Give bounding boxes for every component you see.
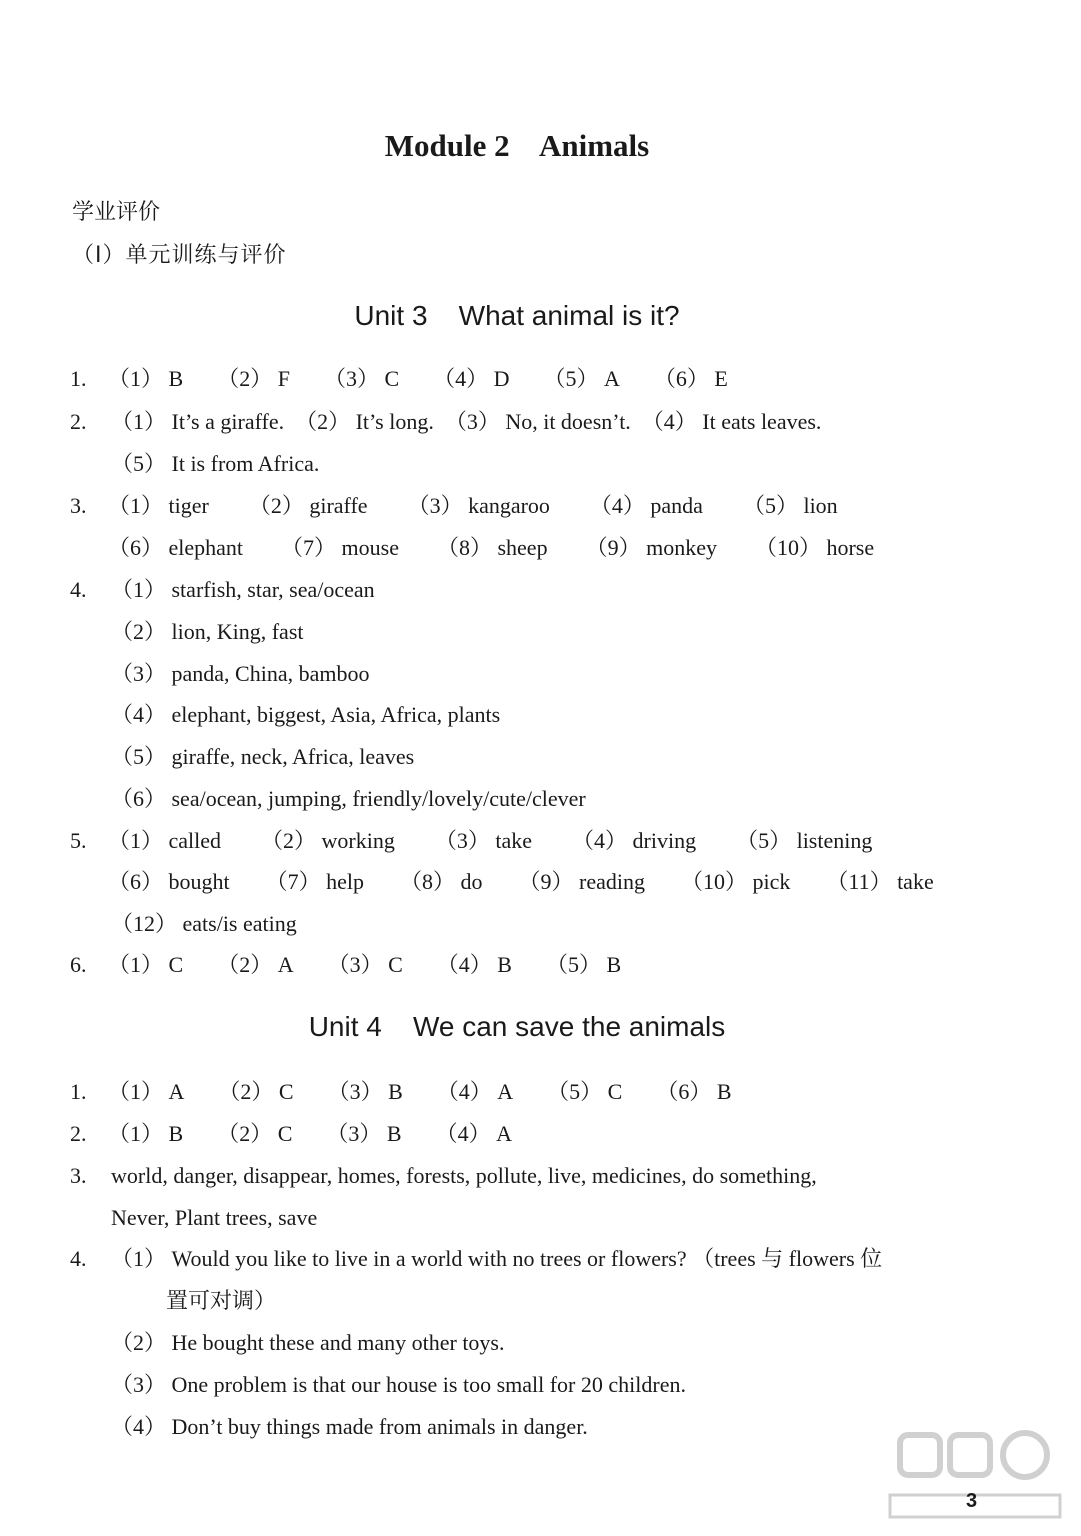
unit3-q3-row2 <box>108 533 874 563</box>
answer-line: （3） One problem is that our house is too small for 20 children. <box>111 1372 686 1397</box>
answer-item: （5） B <box>545 952 622 977</box>
answer-item: （2） C <box>218 1079 294 1104</box>
unit3-q5-row2 <box>108 867 934 897</box>
answer-item: （2） C <box>217 1121 293 1146</box>
answer-item: （4） A <box>435 1121 512 1146</box>
answer-item: （2） F <box>217 366 290 391</box>
answer-item: （5） A <box>543 366 620 391</box>
question-number: 6. <box>70 952 87 977</box>
answer-line: （6） sea/ocean, jumping, friendly/lovely/cute/clever <box>111 786 586 811</box>
answer-item: （3） kangaroo <box>407 493 550 518</box>
answer-item: （1） A <box>108 1079 185 1104</box>
subsection-heading: （Ⅰ）单元训练与评价 <box>72 243 287 268</box>
answer-line: （1） Would you like to live in a world with no trees or flowers? （trees 与 flowers 位 <box>111 1246 883 1271</box>
answer-line: （12） eats/is eating <box>111 911 297 936</box>
answer-item: （2） A <box>217 952 294 977</box>
unit3-q6-answers <box>108 950 621 980</box>
answer-item: （7） mouse <box>281 535 399 560</box>
answer-item: （3） B <box>327 1079 403 1104</box>
answer-line: Never, Plant trees, save <box>111 1205 318 1230</box>
unit4-q1-answers <box>108 1077 732 1107</box>
unit3-q3-row1 <box>108 491 838 521</box>
answer-item: （1） C <box>108 952 184 977</box>
answer-item: （4） driving <box>572 828 697 853</box>
answer-line: （3） panda, China, bamboo <box>111 661 370 686</box>
unit3-q1-answers <box>108 364 728 394</box>
question-number: 3. <box>70 1163 87 1188</box>
answer-line: （2） He bought these and many other toys. <box>111 1330 505 1355</box>
answer-item: （10） pick <box>681 869 791 894</box>
answer-item: （6） E <box>653 366 728 391</box>
answer-line: （2） lion, King, fast <box>111 619 304 644</box>
question-number: 2. <box>70 1121 87 1146</box>
answer-line: （5） giraffe, neck, Africa, leaves <box>111 744 415 769</box>
answer-item: （10） horse <box>754 535 875 560</box>
answer-item: （6） elephant <box>108 535 244 560</box>
unit4-title: Unit 4 We can save the animals <box>308 1011 726 1042</box>
answer-item: （6） B <box>656 1079 732 1104</box>
answer-item: （3） C <box>323 366 400 391</box>
answer-item: （4） B <box>436 952 512 977</box>
answer-item: （3） take <box>434 828 533 853</box>
answer-item: （8） sheep <box>436 535 548 560</box>
answer-item: （7） help <box>265 869 365 894</box>
question-number: 1. <box>70 366 87 391</box>
unit4-q2-answers <box>108 1119 512 1149</box>
answer-item: （1） tiger <box>108 493 209 518</box>
question-number: 4. <box>70 577 87 602</box>
answer-item: （2） giraffe <box>248 493 368 518</box>
answer-line: （1） starfish, star, sea/ocean <box>111 577 375 602</box>
page-number: 3 <box>966 1490 978 1512</box>
question-number: 4. <box>70 1246 87 1271</box>
question-number: 5. <box>70 828 87 853</box>
answer-item: （2） working <box>261 828 395 853</box>
answer-item: （5） C <box>547 1079 623 1104</box>
unit3-q5-row1 <box>108 826 872 856</box>
answer-line: （5） It is from Africa. <box>111 451 320 476</box>
answer-line: （1） It’s a giraffe. （2） It’s long. （3） No, it doesn’t. （4） It eats leaves. <box>111 409 822 434</box>
question-number: 2. <box>70 409 87 434</box>
answer-line: （4） elephant, biggest, Asia, Africa, plants <box>111 702 501 727</box>
unit3-title: Unit 3 What animal is it? <box>354 300 680 331</box>
answer-item: （1） B <box>108 1121 184 1146</box>
answer-item: （6） bought <box>108 869 230 894</box>
answer-item: （4） panda <box>589 493 703 518</box>
answer-item: （4） A <box>436 1079 514 1104</box>
section-heading: 学业评价 <box>72 200 161 225</box>
answer-item: （8） do <box>400 869 483 894</box>
answer-item: （4） D <box>433 366 510 391</box>
answer-item: （5） listening <box>736 828 873 853</box>
answer-line: world, danger, disappear, homes, forests, pollute, live, medicines, do something, <box>111 1163 817 1188</box>
answer-item: （1） called <box>108 828 222 853</box>
answer-item: （3） B <box>326 1121 402 1146</box>
answer-item: （1） B <box>108 366 184 391</box>
answer-item: （9） monkey <box>585 535 717 560</box>
answer-item: （3） C <box>327 952 403 977</box>
question-number: 3. <box>70 493 87 518</box>
module-title: Module 2 Animals <box>384 128 650 163</box>
answer-item: （9） reading <box>518 869 645 894</box>
answer-item: （11） take <box>826 869 934 894</box>
question-number: 1. <box>70 1079 87 1104</box>
answer-line: 置可对调） <box>166 1288 277 1313</box>
answer-item: （5） lion <box>742 493 838 518</box>
answer-line: （4） Don’t buy things made from animals in danger. <box>111 1414 588 1439</box>
